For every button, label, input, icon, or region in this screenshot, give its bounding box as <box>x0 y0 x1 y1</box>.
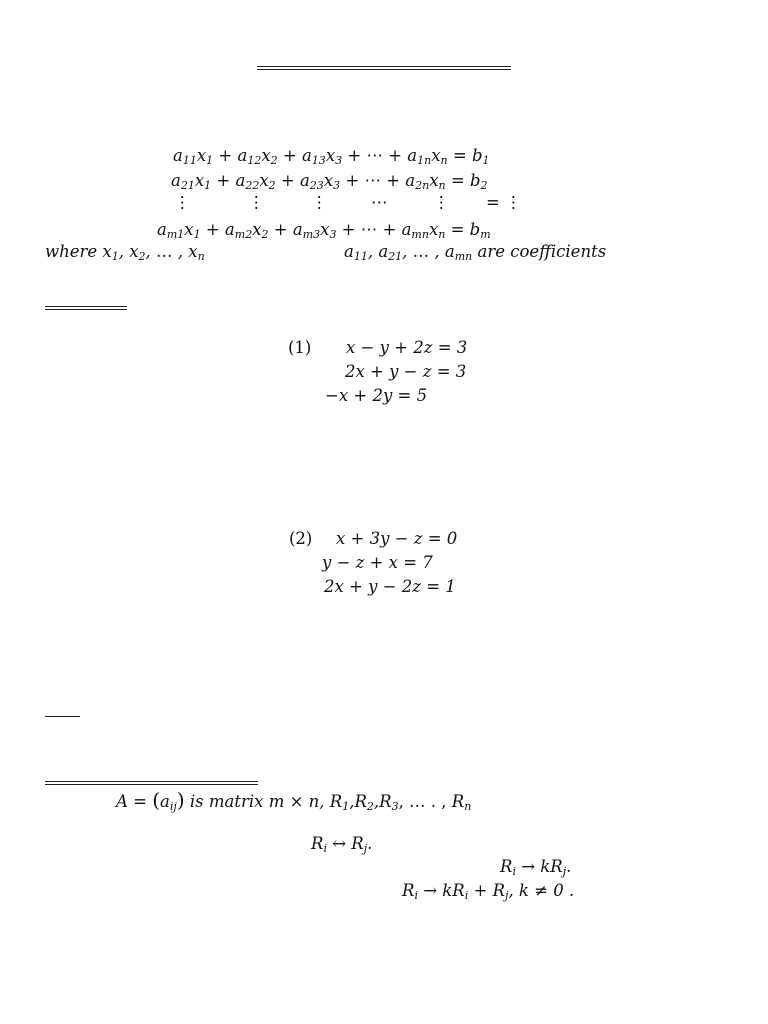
where-variables: where $x_1$, $x_2$, … , $x_n$ <box>45 242 205 263</box>
example-1-number: (1) <box>288 338 312 357</box>
row-add-op: $R_i \to kR_i + R_j$, k ≠ 0 . <box>402 881 575 902</box>
example-2-eq3: 2x + y − 2z = 1 <box>324 577 456 596</box>
system-row-2: $a_{21}x_1 + a_{22}x_2 + a_{23}x_3$ + ⋯ + $a_{2n}x_n = b_2$ <box>171 171 488 192</box>
system-row-m: $a_{m1}x_1 + a_{m2}x_2 + a_{m3}x_3$ + ⋯ + $a_{mn}x_n = b_m$ <box>157 220 491 241</box>
horizontal-ellipsis: ⋯ <box>371 193 388 212</box>
example-2-number: (2) <box>289 529 313 548</box>
example-1-eq2: 2x + y − z = 3 <box>345 362 467 381</box>
short-rule <box>45 716 80 717</box>
vertical-ellipsis: ⋮ <box>433 193 450 212</box>
matrix-section-underline <box>45 781 258 785</box>
where-coefficients: $a_{11}$, $a_{21}$, … , $a_{mn}$ are coefficients <box>344 242 607 263</box>
system-row-1: $a_{11}x_1 + a_{12}x_2 + a_{13}x_3$ + ⋯ + $a_{1n}x_n = b_1$ <box>173 146 490 167</box>
example-1-eq1: x − y + 2z = 3 <box>346 338 468 357</box>
vertical-ellipsis: ⋮ <box>174 193 191 212</box>
section-underline <box>45 306 127 310</box>
title-underline <box>257 66 511 70</box>
vertical-ellipsis: ⋮ <box>311 193 328 212</box>
matrix-definition: $A = (a_{ij})$ is matrix m × n, $R_1,R_2,R_3$, … . , $R_n$ <box>116 788 472 813</box>
equals-ellipsis: = ⋮ <box>486 193 522 212</box>
example-1-eq3: −x + 2y = 5 <box>325 386 428 405</box>
row-swap-op: $R_i$ ↔ $R_j$. <box>311 834 373 855</box>
system-dots-row <box>0 193 768 213</box>
example-2-eq1: x + 3y − z = 0 <box>336 529 458 548</box>
example-2-eq2: y − z + x = 7 <box>322 553 433 572</box>
row-scale-op: $R_i \to kR_j$. <box>500 857 572 878</box>
vertical-ellipsis: ⋮ <box>248 193 265 212</box>
